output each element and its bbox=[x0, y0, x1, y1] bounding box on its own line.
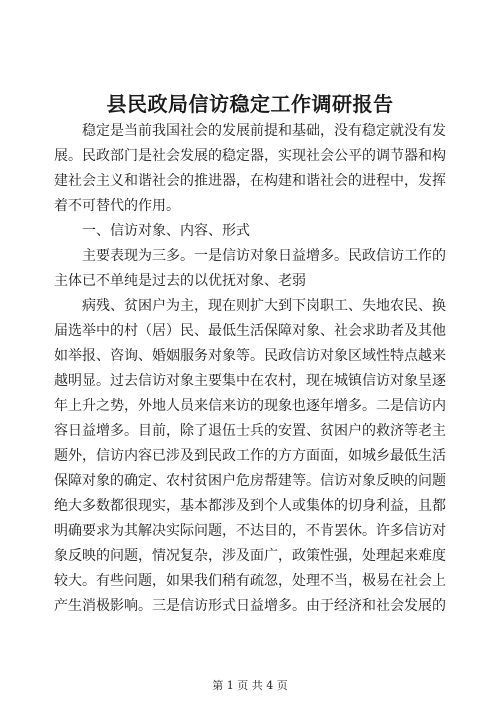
paragraph-line: 保障对象的确定、农村贫困户危房帮建等。信访对象反映的问题 bbox=[54, 473, 446, 489]
paragraph-line: 届选举中的村（居）民、最低生活保障对象、社会求助者及其他 bbox=[54, 323, 446, 339]
paragraph-line: 稳定是当前我国社会的发展前提和基础，没有稳定就没有发 bbox=[82, 123, 446, 139]
paragraph-line: 明确要求为其解决实际问题，不达目的，不肯罢休。许多信访对 bbox=[54, 523, 446, 539]
paragraph-line: 病残、贫困户为主，现在则扩大到下岗职工、失地农民、换 bbox=[82, 298, 446, 314]
paragraph-line: 题外，信访内容已涉及到民政工作的方方面面，如城乡最低生活 bbox=[54, 448, 446, 464]
paragraph-line: 年上升之势，外地人员来信来访的现象也逐年增多。二是信访内 bbox=[54, 398, 446, 414]
paragraph-line: 建社会主义和谐社会的推进器，在构建和谐社会的进程中，发挥 bbox=[54, 173, 446, 189]
section-heading: 一、信访对象、内容、形式 bbox=[82, 223, 250, 239]
paragraph-line: 展。民政部门是社会发展的稳定器，实现社会公平的调节器和构 bbox=[54, 148, 446, 164]
paragraph-line: 如举报、咨询、婚姻服务对象等。民政信访对象区域性特点越来 bbox=[54, 348, 446, 364]
paragraph-line: 产生消极影响。三是信访形式日益增多。由于经济和社会发展的 bbox=[54, 598, 446, 614]
paragraph-line: 绝大多数都很现实，基本都涉及到个人或集体的切身利益，且都 bbox=[54, 498, 446, 514]
paragraph-line: 主要表现为三多。一是信访对象日益增多。民政信访工作的 bbox=[82, 248, 446, 264]
paragraph-line: 主体已不单纯是过去的以优抚对象、老弱 bbox=[54, 273, 306, 289]
paragraph-line: 象反映的问题，情况复杂，涉及面广，政策性强，处理起来难度 bbox=[54, 548, 446, 564]
paragraph-line: 容日益增多。目前，除了退伍士兵的安置、贫困户的救济等老主 bbox=[54, 423, 446, 439]
paragraph-line: 较大。有些问题，如果我们稍有疏忽，处理不当，极易在社会上 bbox=[54, 573, 446, 589]
paragraph-line: 着不可替代的作用。 bbox=[54, 198, 180, 214]
document-title: 县民政局信访稳定工作调研报告 bbox=[106, 92, 394, 116]
page-footer: 第 1 页 共 4 页 bbox=[212, 679, 288, 692]
paragraph-line: 越明显。过去信访对象主要集中在农村，现在城镇信访对象呈逐 bbox=[54, 373, 446, 389]
